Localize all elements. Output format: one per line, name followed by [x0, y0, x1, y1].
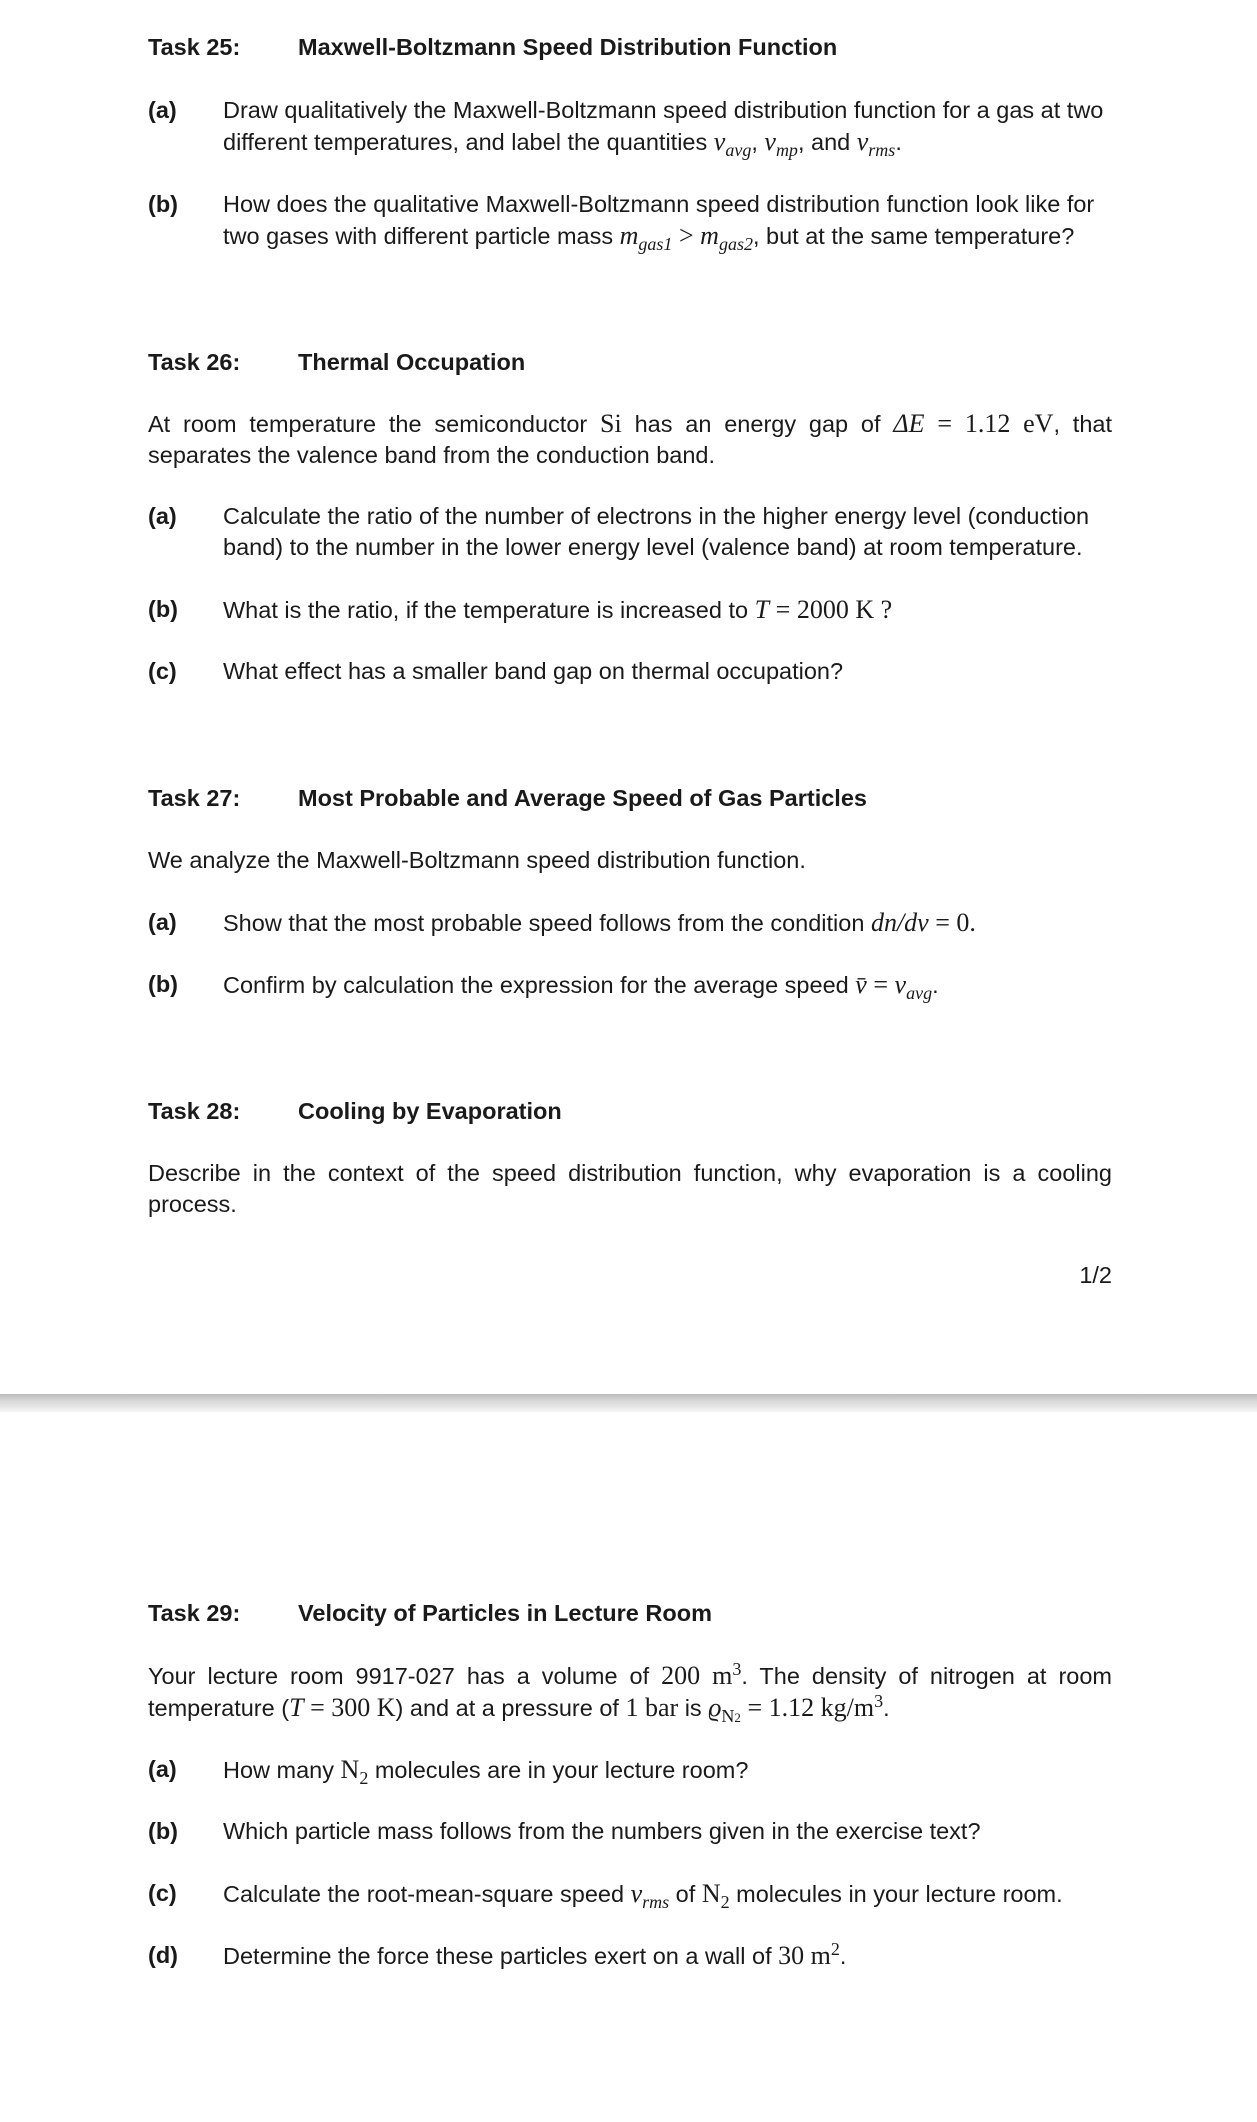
item-label: (a) [148, 909, 177, 935]
task-number: Task 26: [148, 349, 241, 375]
item-label: (a) [148, 97, 177, 123]
task-29-item-b [148, 1816, 1112, 1847]
item-text: Calculate the ratio of the number of electrons in the higher energy level (conduction band) to the number in the lower energy level (valence band) at room temperature. [223, 503, 1090, 560]
task-28-text: Describe in the context of the speed distribution function, why evaporation is a cooling process. [148, 1160, 1112, 1217]
task-title: Most Probable and Average Speed of Gas Particles [298, 785, 867, 811]
item-label: (a) [148, 503, 177, 529]
page-2 [0, 1412, 1257, 2122]
item-text: What effect has a smaller band gap on thermal occupation? [223, 658, 844, 684]
item-label: (b) [148, 1818, 179, 1844]
task-26-item-b [148, 594, 1112, 626]
item-text: Which particle mass follows from the numbers given in the exercise text? [223, 1818, 981, 1844]
task-29-intro: Your lecture room 9917-027 has a volume of 200 $m^3$. The density of nitrogen at room temperature (T = 300 K) and at a pressure of 1 bar is $ϱ_{N2} = 1.12$ $kg/m^3$. [148, 1659, 1112, 1726]
item-text: How many $N_2$ molecules are in your lecture room? [223, 1755, 749, 1788]
item-label: (b) [148, 596, 179, 622]
task-27-intro: We analyze the Maxwell-Boltzmann speed distribution function. [148, 847, 806, 873]
task-29-item-c [148, 1878, 1112, 1910]
item-label: (a) [148, 1756, 177, 1782]
item-text: What is the ratio, if the temperature is increased to T = 2000 K ? [223, 595, 893, 624]
task-title: Cooling by Evaporation [298, 1098, 562, 1124]
item-label: (c) [148, 658, 177, 684]
item-text: Show that the most probable speed follows from the condition dn/dv = 0. [223, 908, 976, 937]
task-26-item-c [148, 656, 1112, 687]
page-separator [0, 1394, 1257, 1412]
item-label: (d) [148, 1942, 179, 1968]
item-text: How does the qualitative Maxwell-Boltzmann speed distribution function look like for two gases with different particle mass $m_{gas1} > m_{gas2}$, but at the same temperature? [223, 191, 1095, 254]
item-text: Draw qualitatively the Maxwell-Boltzmann speed distribution function for a gas at two different temperatures, and label the quantities $v_{avg}$, $v_{mp}$, and $v_{rms}$. [223, 97, 1104, 160]
task-29-item-a [148, 1754, 1112, 1786]
item-label: (c) [148, 1880, 177, 1906]
task-number: Task 28: [148, 1098, 241, 1124]
task-title: Velocity of Particles in Lecture Room [298, 1600, 712, 1626]
task-27-item-b [148, 969, 1112, 1001]
task-26-item-a [148, 501, 1112, 563]
task-29-item-d [148, 1940, 1112, 1972]
task-number: Task 29: [148, 1600, 241, 1626]
task-number: Task 27: [148, 785, 241, 811]
task-25-item-a [148, 95, 1112, 158]
item-text: Calculate the root-mean-square speed $v_{rms}$ of $N_2$ molecules in your lecture room. [223, 1879, 1063, 1912]
page-number: 1/2 [1079, 1262, 1112, 1288]
item-label: (b) [148, 971, 179, 997]
item-text: Confirm by calculation the expression for the average speed v̄ = $v_{avg}$. [223, 970, 939, 1003]
item-label: (b) [148, 191, 179, 217]
task-25-item-b [148, 189, 1112, 252]
task-26-intro: At room temperature the semiconductor Si has an energy gap of ΔE = 1.12 eV, that separates the valence band from the conduction band. [148, 409, 1112, 468]
task-title: Maxwell-Boltzmann Speed Distribution Function [298, 34, 838, 60]
task-number: Task 25: [148, 34, 241, 60]
task-title: Thermal Occupation [298, 349, 526, 375]
task-27-item-a [148, 907, 1112, 939]
item-text: Determine the force these particles exert on a wall of 30 $m^2$. [223, 1939, 847, 1970]
